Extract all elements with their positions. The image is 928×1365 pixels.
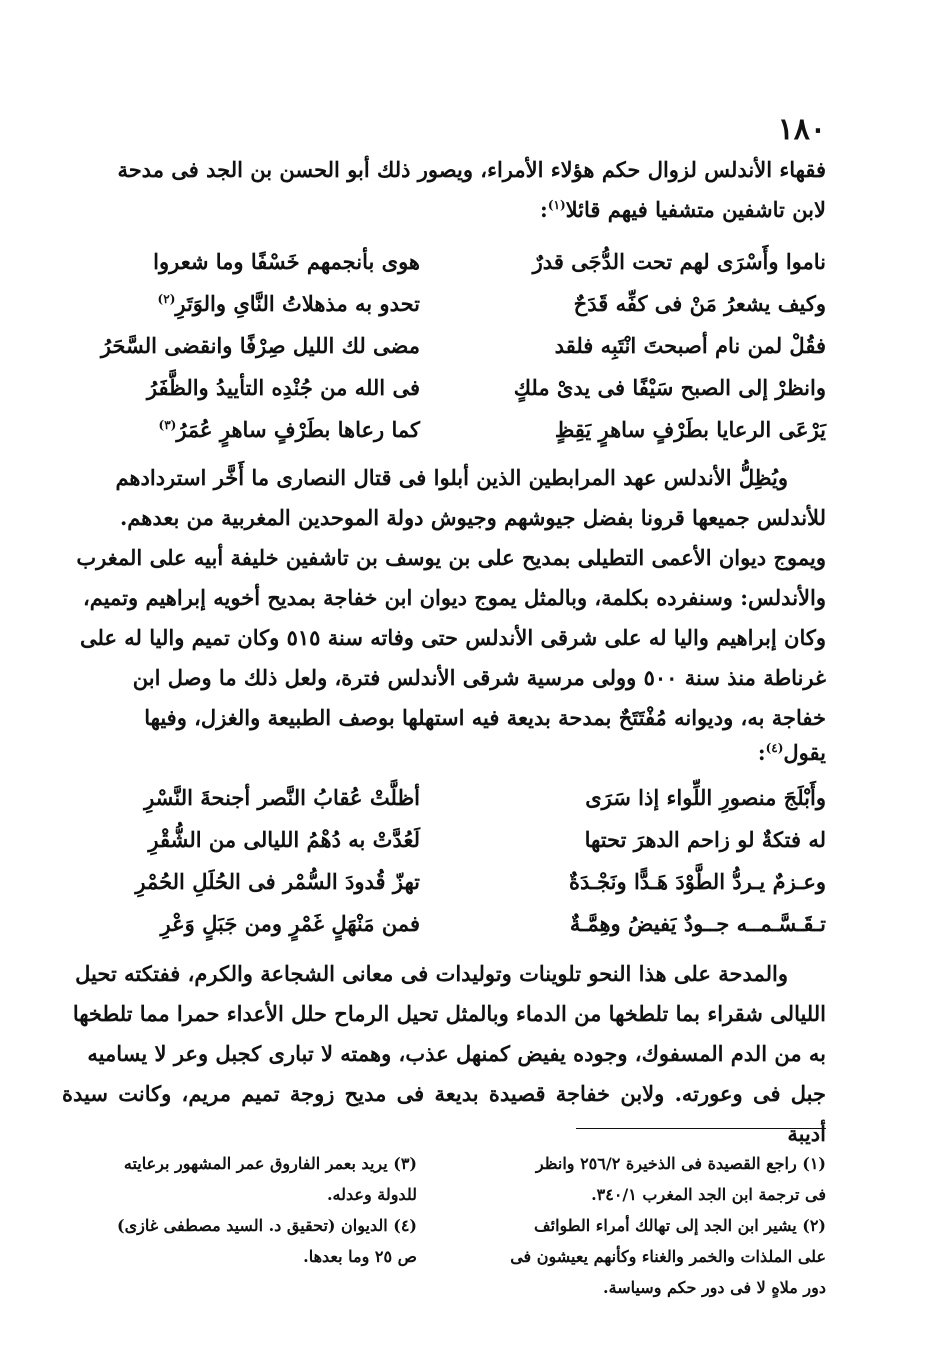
footnote-marker: (٤) <box>765 741 784 755</box>
punctuation: : <box>757 740 766 765</box>
text-line: الليالى شقراء بما تلطخها من الدماء وبالمثل تحيل الرماح حلل الأعداء حمرا مما تلطخها <box>72 1001 826 1026</box>
poem-block-2 <box>62 776 826 944</box>
verse-first-hemistich: له فتكةٌ لو زاحم الدهرَ تحتها <box>584 826 826 852</box>
verse-first-hemistich: يَرْعَى الرعايا بطَرْفٍ ساهرٍ يَقِظٍ <box>554 416 826 442</box>
verse-second-hemistich: فمن مَنْهَلٍ غَمْرٍ ومن جَبَلٍ وَعْرِ <box>160 910 420 936</box>
page-number: ١٨٠ <box>777 112 826 147</box>
paragraph-2 <box>62 458 826 768</box>
verse-second-hemistich: تهزّ قُدودَ السُّمْر فى الحُلَلِ الحُمْرِ <box>135 868 420 894</box>
verse-second-hemistich: هوى بأنجمهم خَسْفًا وما شعروا <box>153 248 420 274</box>
text-line: والأندلس: وسنفرده بكلمة، وبالمثل يموج ديوان ابن خفاجة بمديح أخويه إبراهيم وتميم، <box>82 585 826 610</box>
footnote-marker: (١) <box>547 198 566 212</box>
verse-first-hemistich: وأَبْلَجَ منصورِ اللِّواء إذا سَرَى <box>585 784 826 810</box>
footnote-line: (٤) الديوان (تحقيق د. السيد مصطفى غازى) <box>117 1216 417 1235</box>
text-line: والمدحة على هذا النحو تلوينات وتوليدات فى معانى الشجاعة والكرم، ففتكته تحيل <box>75 961 788 986</box>
verse-line <box>62 902 826 944</box>
text-segment: يقول <box>783 740 826 765</box>
footnote-line: للدولة وعدله. <box>326 1185 417 1204</box>
verse-line <box>62 818 826 860</box>
footnote-separator <box>576 1128 826 1129</box>
verse-line <box>62 776 826 818</box>
verse-line <box>62 366 826 408</box>
verse-line <box>62 860 826 902</box>
verse-first-hemistich: وعـزمٌ يـردُّ الطَّوْدَ هَـدًّا ونَجْـدَةٌ <box>568 868 826 894</box>
verse-first-hemistich: فقُلْ لمن نام أصبحتَ انْتَبِه فلقد <box>554 332 826 358</box>
verse-first-hemistich: وكيف يشعرُ مَنْ فى كفِّه قَدَحٌ <box>573 290 826 316</box>
hemistich-text: كما رعاها بطَرْفٍ ساهرٍ عُمَرُ <box>176 416 420 442</box>
footnote-line: دور ملاهٍ لا فى دور حكم وسياسة. <box>603 1278 826 1297</box>
footnote-line: على الملذات والخمر والغناء وكأنهم يعيشون فى <box>510 1247 826 1266</box>
text-line: ويُظِلُّ الأندلس عهد المرابطين الذين أبلوا فى قتال النصارى ما أَخَّر استردادهم <box>115 465 788 490</box>
text-segment: لابن تاشفين متشفيا فيهم قائلا <box>565 197 826 222</box>
verse-second-hemistich: أظلَّتْ عُقابُ النَّصر أجنحةَ النَّسْرِ <box>144 784 420 810</box>
text-line: غرناطة منذ سنة ٥٠٠ وولى مرسية شرقى الأندلس فترة، ولعل ذلك ما وصل ابن <box>132 665 826 690</box>
verse-line <box>62 282 826 324</box>
footnote-marker: (٢) <box>157 291 176 306</box>
poem-block-1 <box>62 240 826 450</box>
verse-second-hemistich: مضى لك الليل صِرْفًا وانقضى السَّحَرُ <box>100 332 420 358</box>
footnote-line: (٣) يريد بعمر الفاروق عمر المشهور برعايته <box>123 1154 417 1173</box>
verse-second-hemistich: لَعُدَّتْ به دُهْمُ الليالى من الشُّقْرِ <box>148 826 420 852</box>
verse-second-hemistich: فى الله من جُنْدِه التأييدُ والظَّفَرُ <box>146 374 420 400</box>
text-line: وكان إبراهيم واليا له على شرقى الأندلس حتى وفاته سنة ٥١٥ وكان تميم واليا له على <box>79 625 826 650</box>
verse-second-hemistich <box>62 417 420 442</box>
verse-second-hemistich <box>62 291 420 316</box>
footnote-line: (١) راجع القصيدة فى الذخيرة ٢٥٦/٢ وانظر <box>535 1154 826 1173</box>
text-line: فقهاء الأندلس لزوال حكم هؤلاء الأمراء، ويصور ذلك أبو الحسن بن الجد فى مدحة <box>117 157 826 182</box>
footnote-marker: (٣) <box>158 417 177 432</box>
footnote-line: ص ٢٥ وما بعدها. <box>303 1247 417 1266</box>
text-line <box>62 738 826 768</box>
verse-first-hemistich: وانظرْ إلى الصبح سَيْفًا فى يدىْ ملكٍ <box>513 374 826 400</box>
hemistich-text: تحدو به مذهلاتُ النَّاىِ والوَتَرِ <box>175 290 420 316</box>
footnotes-right-column <box>486 1148 826 1303</box>
footnotes-left-column <box>62 1148 417 1272</box>
verse-line <box>62 240 826 282</box>
verse-line <box>62 324 826 366</box>
text-line: جبل فى وعورته. ولابن خفاجة قصيدة بديعة فى مديح زوجة تميم مريم، وكانت سيدة أديبة <box>62 1081 826 1146</box>
text-line: للأندلس جميعها قرونا بفضل جيوشهم وجيوش دولة الموحدين المغربية من بعدهم. <box>119 505 826 530</box>
verse-first-hemistich: تـقَـسَّـمــه جــودٌ يَفيضُ وهِمَّـةٌ <box>569 910 826 936</box>
verse-line <box>62 408 826 450</box>
intro-paragraph <box>62 150 826 230</box>
text-line: به من الدم المسفوك، وجوده يفيض كمنهل عذب، وهمته لا تبارى كجبل وعر لا يساميه <box>87 1041 826 1066</box>
footnote-line: (٢) يشير ابن الجد إلى تهالك أمراء الطوائف <box>534 1216 826 1235</box>
text-line: خفاجة به، وديوانه مُفْتَتَحٌ بمدحة بديعة فيه استهلها بوصف الطبيعة والغزل، وفيها <box>144 705 826 730</box>
punctuation: : <box>540 197 548 222</box>
verse-first-hemistich: ناموا وأَسْرَى لهم تحت الدُّجَى قدرٌ <box>532 248 826 274</box>
footnote-line: فى ترجمة ابن الجد المغرب ٣٤٠/١. <box>591 1185 826 1204</box>
text-line <box>62 190 826 230</box>
text-line: ويموج ديوان الأعمى التطيلى بمديح على بن يوسف بن تاشفين خليفة أبيه على المغرب <box>76 545 826 570</box>
paragraph-3 <box>62 954 826 1154</box>
